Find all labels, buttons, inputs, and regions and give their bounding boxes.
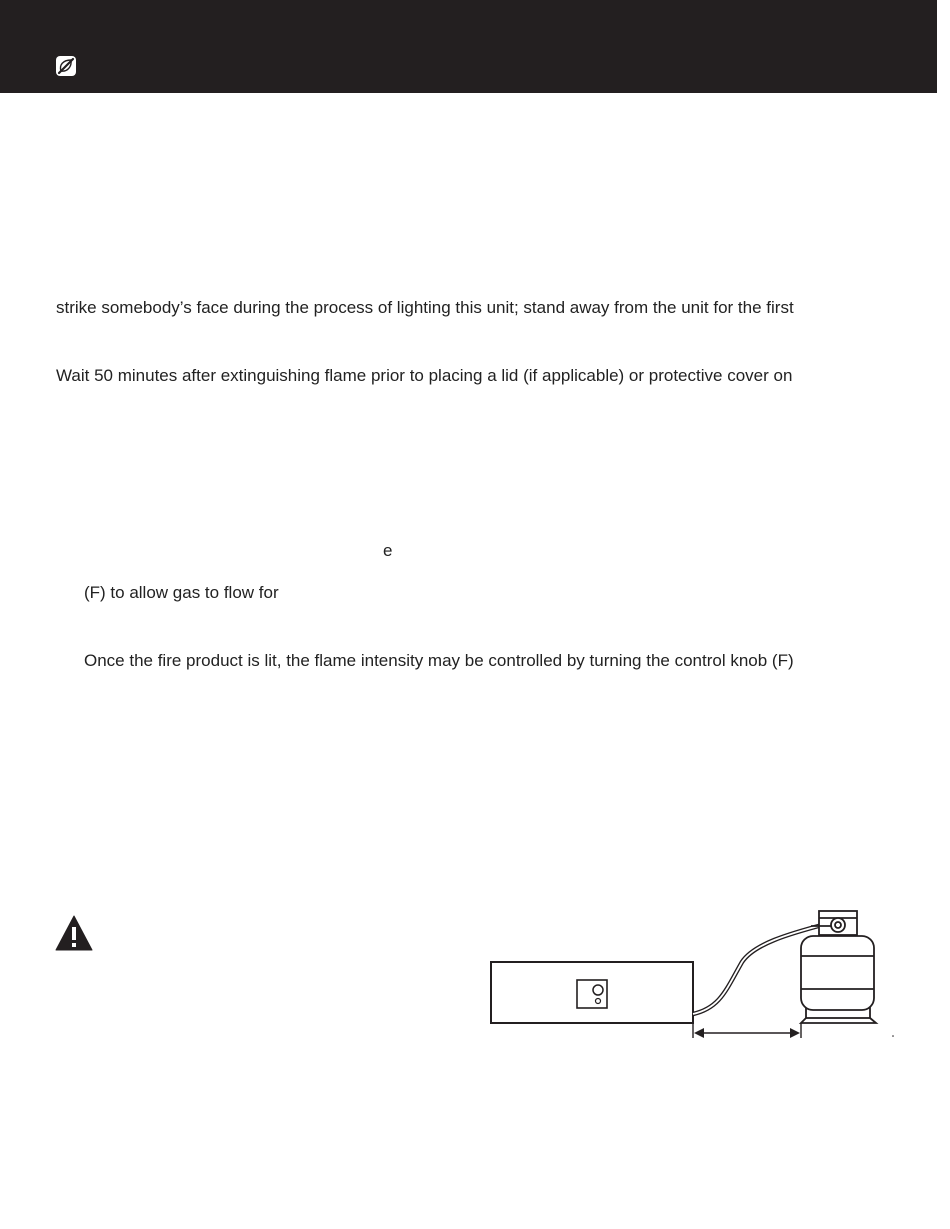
propane-connection-diagram — [488, 908, 898, 1044]
step-line-1: (F) to allow gas to flow for — [84, 583, 279, 602]
page-header — [0, 0, 937, 93]
body-fragment: e — [383, 541, 393, 560]
control-panel — [577, 980, 607, 1008]
step-line-2: Once the fire product is lit, the flame intensity may be controlled by turning the control knob (F) — [84, 651, 794, 670]
body-line-2: Wait 50 minutes after extinguishing flame prior to placing a lid (if applicable) or protective cover on — [56, 366, 793, 385]
leaf-slash-logo-icon — [56, 56, 76, 76]
distance-arrow — [693, 1023, 801, 1038]
warning-triangle-icon — [55, 914, 93, 952]
body-line-1: strike somebody’s face during the process of lighting this unit; stand away from the unit for the first — [56, 298, 794, 317]
